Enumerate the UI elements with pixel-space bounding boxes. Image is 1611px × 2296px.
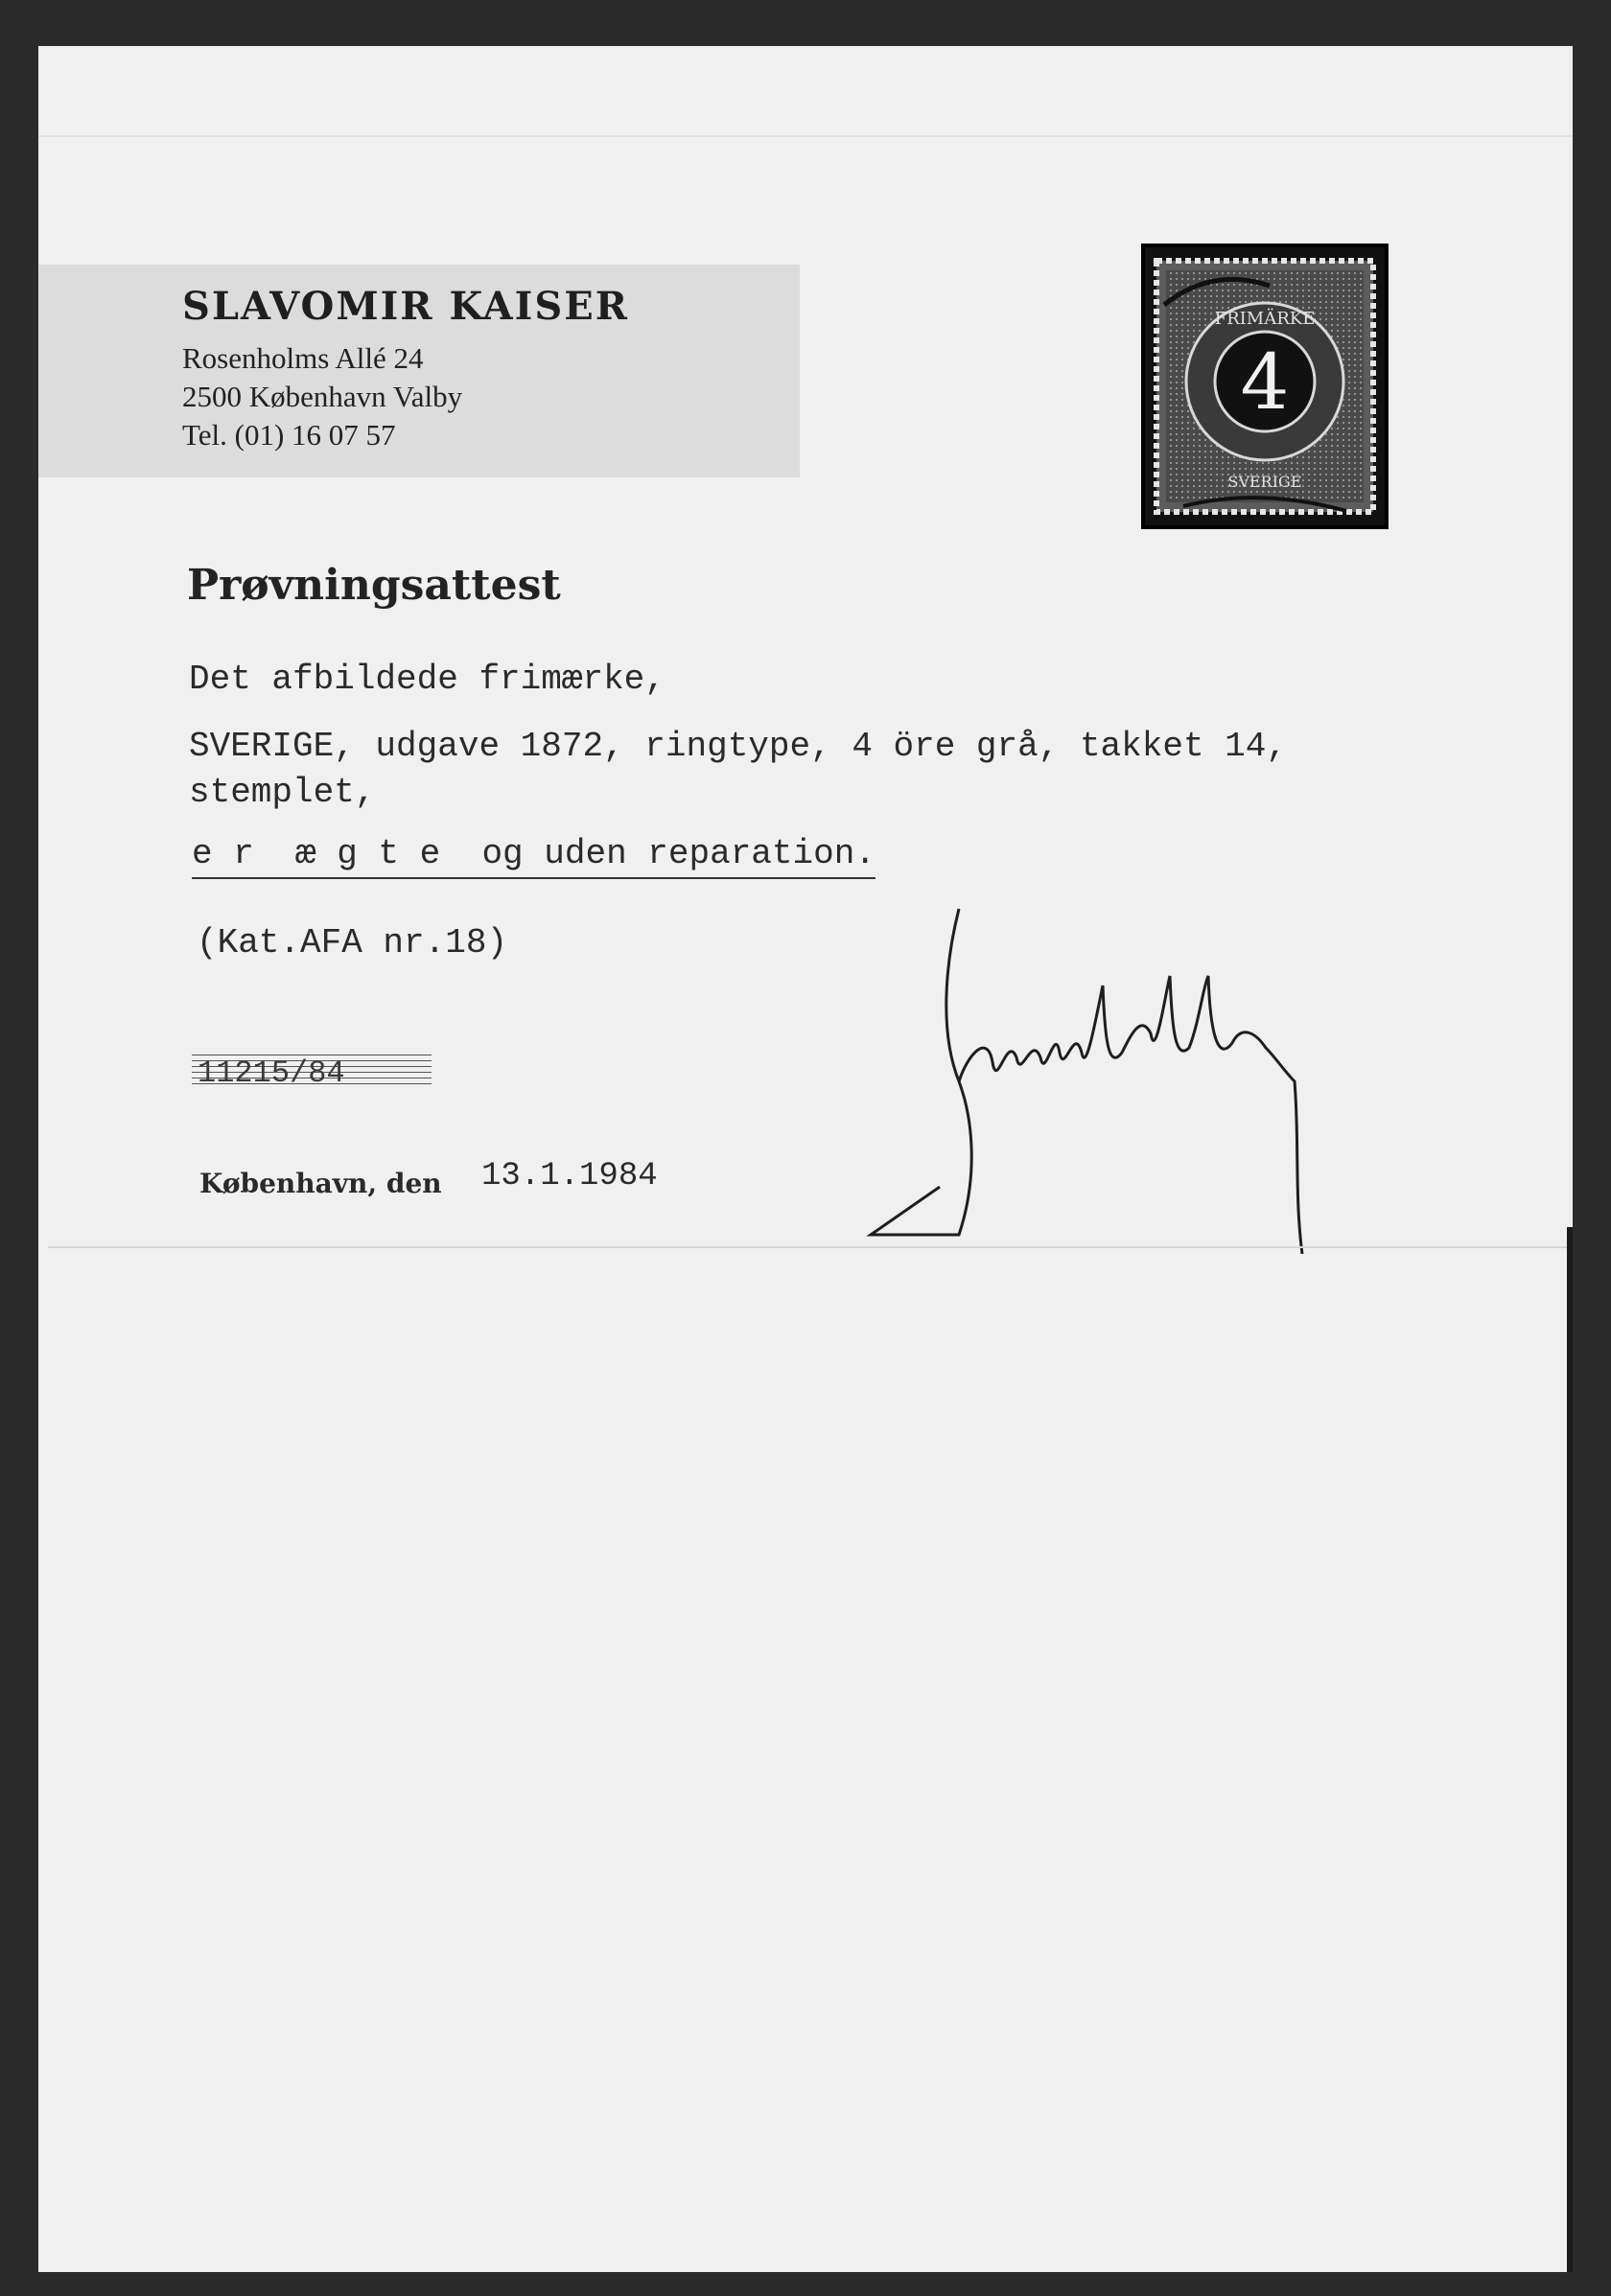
address-city: 2500 København Valby: [182, 380, 463, 413]
text-line-2: SVERIGE, udgave 1872, ringtype, 4 öre grå, takket 14,: [189, 727, 1287, 766]
certificate-date: 13.1.1984: [481, 1158, 658, 1194]
text-line-1: Det afbildede frimærke,: [189, 660, 665, 699]
certificate-page: [38, 46, 1573, 2272]
address-phone: Tel. (01) 16 07 57: [182, 418, 396, 452]
place-label: København, den: [199, 1168, 442, 1199]
company-name: SLAVOMIR KAISER: [182, 284, 629, 329]
stamp-image: [1141, 244, 1389, 529]
address-street: Rosenholms Allé 24: [182, 341, 424, 375]
stamp-bottom-text: SVERIGE: [1227, 473, 1302, 491]
stamp-value: 4: [1240, 337, 1290, 427]
stamp-illustration: [1145, 247, 1385, 525]
card-edge: [48, 1246, 1573, 1248]
top-fold-line: [38, 135, 1573, 137]
certificate-title: Prøvningsattest: [187, 561, 561, 610]
card-shadow: [1567, 1227, 1573, 2272]
text-line-3: stemplet,: [189, 773, 376, 812]
catalog-number: (Kat.AFA nr.18): [197, 923, 508, 962]
stamp-top-text: FRIMÄRKE: [1214, 309, 1316, 329]
handwritten-signature: [863, 890, 1400, 1254]
genuine-statement: e r æ g t e og uden reparation.: [192, 834, 876, 879]
reference-number: 11215/84: [198, 1055, 345, 1091]
